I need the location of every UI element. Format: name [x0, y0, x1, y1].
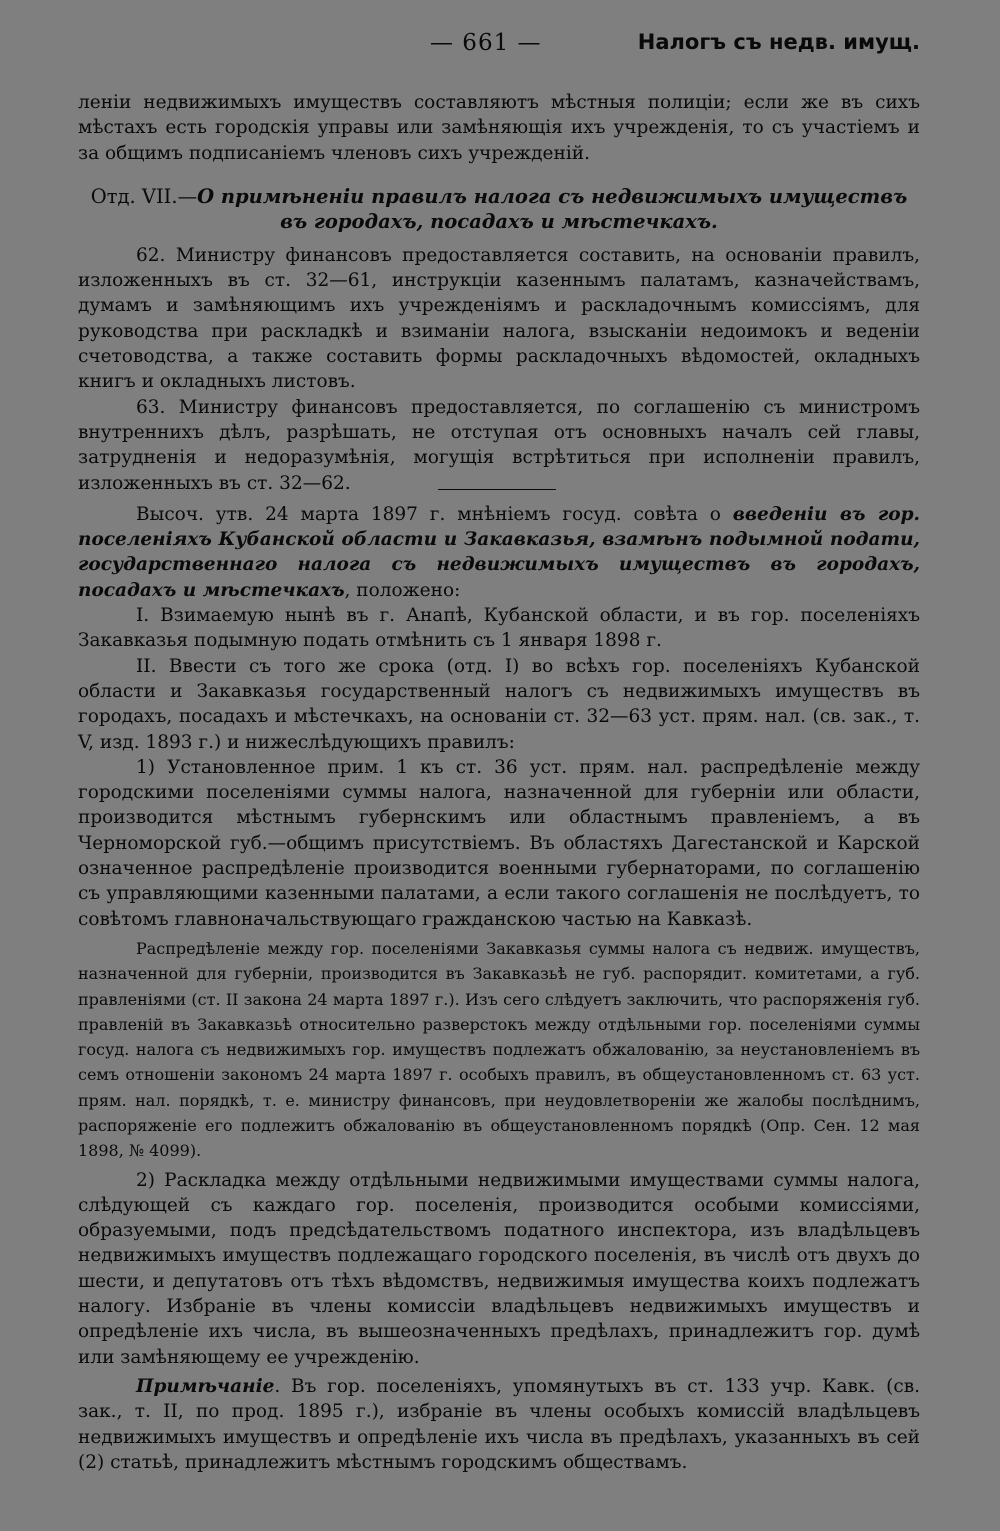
running-title: Налогъ съ недв. имущ. — [637, 30, 920, 54]
senate-commentary: Распредѣленіе между гор. поселеніями Закавказья суммы налога съ недвиж. имуществъ, назначенной для губерніи, производится въ Закавказьѣ не губ. распорядит. комитетами, а губ. правленіями (ст. II закона 24 марта 1897 г.). Изъ сего слѣдуетъ заключить, что распоряженія губ. правленій въ Закавказьѣ относительно разверстокъ между отдѣльными гор. поселеніями суммы госуд. налога съ недвижимыхъ гор. имуществъ подлежатъ обжалованію, за неустановленіемъ въ семъ отношеніи закономъ 24 марта 1897 г. особыхъ правилъ, въ общеустановленномъ ст. 63 уст. прям. нал. порядкѣ, т. е. министру финансовъ, при неудовлетвореніи же жалобы послѣднимъ, распоряженіе его подлежитъ обжалованію въ общеустановленномъ порядкѣ (Опр. Сен. 12 мая 1898, № 4099). — [78, 938, 920, 1161]
section-title: О примѣненіи правилъ налога съ недвижимыхъ имуществъ въ городахъ, посадахъ и мѣстечкахъ. — [197, 184, 908, 233]
item-ii: II. Ввести съ того же срока (отд. I) во всѣхъ гор. поселеніяхъ Кубанской области и Закавказья государственный налогъ съ недвижимыхъ имуществъ въ городахъ, посадахъ и мѣстечкахъ, на основаніи ст. 32—63 уст. прям. нал. (св. зак., т. V, изд. 1893 г.) и нижеслѣдующихъ правилъ: — [78, 655, 920, 753]
rule-2: 2) Раскладка между отдѣльными недвижимыми имуществами суммы налога, слѣдующей съ каждаго гор. поселенія, производится особыми комиссіями, образуемыми, подъ предсѣдательствомъ податного инспектора, изъ владѣльцевъ недвижимыхъ имуществъ подлежащаго городского поселенія, въ числѣ отъ двухъ до шести, и депутатовъ отъ тѣхъ вѣдомствъ, недвижимыя имущества коихъ подлежатъ налогу. Избраніе въ члены комиссіи владѣльцевъ недвижимыхъ имуществъ и опредѣленіе ихъ числа, въ вышеозначенныхъ предѣлахъ, принадлежитъ гор. думѣ или замѣняющему ее учрежденію. — [78, 1169, 920, 1368]
page-header — [78, 30, 920, 66]
item-i: I. Взимаемую нынѣ въ г. Анапѣ, Кубанской области, и въ гор. поселеніяхъ Закавказья подымную подать отмѣнить съ 1 января 1898 г. — [78, 605, 920, 652]
section-heading — [78, 184, 920, 234]
rule-1: 1) Установленное прим. 1 къ ст. 36 уст. прям. нал. распредѣленіе между городскими поселеніями суммы налога, назначенной для губерніи или области, производится мѣстнымъ губернскимъ или областнымъ правленіемъ, а въ Черноморской губ.—общимъ присутствіемъ. Въ областяхъ Дагестанской и Карской означенное распредѣленіе производится военными губернаторами, по соглашенію съ управляющими казенными палатами, а если такого соглашенія не послѣдуетъ, то совѣтомъ главноначальствующаго гражданскою частью на Кавказѣ. — [78, 756, 920, 930]
section-label: Отд. VII.— — [90, 184, 198, 208]
note-text: . Въ гор. поселеніяхъ, упомянутыхъ въ ст. 133 учр. Кавк. (св. зак., т. II, по прод. 1895 г.), избраніе въ члены особыхъ комиссій владѣльцевъ недвижимыхъ имуществъ и опредѣленіе ихъ числа въ предѣлахъ, указанныхъ въ сей (2) статьѣ, принадлежитъ мѣстнымъ городскимъ обществамъ. — [78, 1375, 920, 1473]
article-62: 62. Министру финансовъ предоставляется составить, на основаніи правилъ, изложенныхъ въ ст. 32—61, инструкціи казеннымъ палатамъ, казначействамъ, думамъ и замѣняющимъ ихъ учрежденіямъ и раскладочнымъ комиссіямъ, для руководства при раскладкѣ и взиманіи налога, взысканіи недоимокъ и веденіи счетоводства, а также составить формы раскладочныхъ вѣдомостей, окладныхъ книгъ и окладныхъ листовъ. — [78, 244, 920, 393]
page-number: — 661 — — [430, 30, 542, 56]
decree-paragraph — [78, 502, 920, 603]
decree-end: , положено: — [344, 579, 461, 601]
continuation-paragraph: леніи недвижимыхъ имуществъ составляютъ мѣстныя полиціи; если же въ сихъ мѣстахъ есть городскія управы или замѣняющія ихъ учрежденія, то съ участіемъ и за общимъ подписаніемъ членовъ сихъ учрежденій. — [78, 92, 920, 164]
note-paragraph — [78, 1374, 920, 1475]
decree-intro: Высоч. утв. 24 марта 1897 г. мнѣніемъ госуд. совѣта о — [136, 503, 733, 525]
decree-title: введеніи въ гор. поселеніяхъ Кубанской области и Закавказья, взамѣнъ подымной подати, государственнаго налога съ недвижимыхъ имуществъ въ городахъ, посадахъ и мѣстечкахъ — [78, 503, 920, 601]
note-label: Примѣчаніе — [136, 1375, 275, 1397]
separator-rule — [438, 489, 556, 490]
article-63: 63. Министру финансовъ предоставляется, по соглашенію съ министромъ внутреннихъ дѣлъ, разрѣшать, не отступая отъ основныхъ началъ сей главы, затрудненія и недоразумѣнія, могущія встрѣтиться при исполненіи правилъ, изложенныхъ въ ст. 32—62. — [78, 396, 920, 494]
